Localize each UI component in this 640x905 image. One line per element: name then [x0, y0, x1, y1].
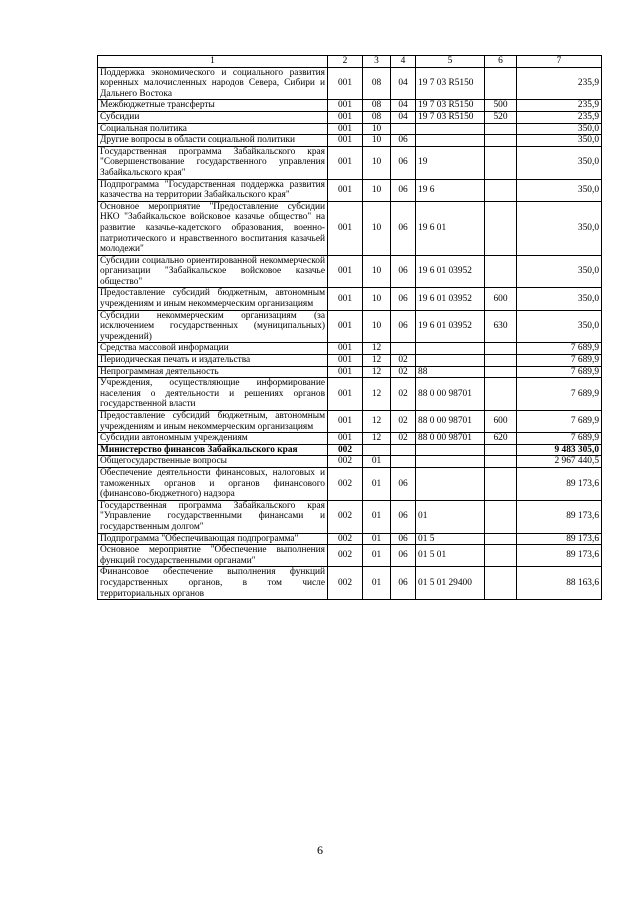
cell-amount: 89 173,6	[517, 533, 602, 545]
cell-target-article: 01 5	[416, 533, 485, 545]
cell-section: 01	[363, 533, 391, 545]
cell-section: 12	[363, 378, 391, 411]
cell-amount: 7 689,9	[517, 366, 602, 378]
cell-name: Подпрограмма "Государственная поддержка развития казачества на территории Забайкальского края"	[98, 179, 328, 201]
cell-section: 01	[363, 456, 391, 468]
table-row	[98, 255, 602, 288]
cell-target-article	[416, 444, 485, 456]
cell-section: 08	[363, 67, 391, 100]
cell-amount: 350,0	[517, 310, 602, 343]
table-row	[98, 378, 602, 411]
cell-subsection	[391, 343, 416, 355]
cell-admin-code: 001	[328, 146, 363, 179]
cell-section: 08	[363, 100, 391, 112]
cell-subsection: 04	[391, 100, 416, 112]
cell-subsection: 04	[391, 111, 416, 123]
cell-expense-type	[485, 123, 517, 135]
table-row	[98, 135, 602, 147]
cell-name: Субсидии социально ориентированной некоммерческой организации "Забайкальское войсковое казачье общество"	[98, 255, 328, 288]
cell-amount: 7 689,9	[517, 433, 602, 445]
table-row	[98, 500, 602, 533]
cell-target-article	[416, 456, 485, 468]
cell-section: 10	[363, 255, 391, 288]
cell-amount: 350,0	[517, 288, 602, 310]
cell-section: 01	[363, 545, 391, 567]
cell-section	[363, 444, 391, 456]
table-row	[98, 100, 602, 112]
table-row	[98, 456, 602, 468]
cell-admin-code: 001	[328, 366, 363, 378]
cell-target-article: 19 6 01 03952	[416, 255, 485, 288]
cell-amount: 235,9	[517, 111, 602, 123]
cell-subsection: 06	[391, 533, 416, 545]
cell-amount: 88 163,6	[517, 567, 602, 600]
cell-subsection	[391, 444, 416, 456]
header-cell-7: 7	[517, 56, 602, 68]
cell-section: 10	[363, 146, 391, 179]
cell-admin-code: 001	[328, 378, 363, 411]
cell-subsection: 04	[391, 67, 416, 100]
cell-amount: 350,0	[517, 179, 602, 201]
cell-name: Учреждения, осуществляющие информирование населения о деятельности и решениях органов государственной власти	[98, 378, 328, 411]
table-row	[98, 533, 602, 545]
cell-expense-type	[485, 255, 517, 288]
cell-name: Поддержка экономического и социального развития коренных малочисленных народов Севера, Сибири и Дальнего Востока	[98, 67, 328, 100]
cell-name: Обеспечение деятельности финансовых, налоговых и таможенных органов и органов финансового (финансово-бюджетного) надзора	[98, 467, 328, 500]
cell-section: 10	[363, 135, 391, 147]
cell-target-article: 01 5 01 29400	[416, 567, 485, 600]
table-body	[98, 67, 602, 600]
table-row	[98, 411, 602, 433]
cell-expense-type	[485, 135, 517, 147]
cell-subsection: 02	[391, 433, 416, 445]
cell-admin-code: 002	[328, 533, 363, 545]
header-cell-1: 1	[98, 56, 328, 68]
cell-target-article: 88	[416, 366, 485, 378]
cell-name: Другие вопросы в области социальной политики	[98, 135, 328, 147]
cell-expense-type	[485, 500, 517, 533]
cell-subsection: 06	[391, 567, 416, 600]
cell-admin-code: 002	[328, 456, 363, 468]
table-row	[98, 366, 602, 378]
cell-expense-type: 600	[485, 411, 517, 433]
cell-section: 12	[363, 343, 391, 355]
cell-admin-code: 001	[328, 135, 363, 147]
table-row	[98, 310, 602, 343]
header-cell-4: 4	[391, 56, 416, 68]
cell-amount: 7 689,9	[517, 378, 602, 411]
table-row	[98, 201, 602, 255]
cell-expense-type	[485, 343, 517, 355]
cell-subsection	[391, 456, 416, 468]
cell-amount: 7 689,9	[517, 411, 602, 433]
cell-expense-type: 520	[485, 111, 517, 123]
cell-expense-type	[485, 201, 517, 255]
cell-name: Средства массовой информации	[98, 343, 328, 355]
cell-name: Основное мероприятие "Предоставление субсидии НКО "Забайкальское войсковое казачье общество" на развитие казачье-кадетского образования, военно-патриотического и нравственного воспитания казачьей молодежи"	[98, 201, 328, 255]
cell-subsection: 06	[391, 288, 416, 310]
cell-amount: 235,9	[517, 67, 602, 100]
cell-name: Общегосударственные вопросы	[98, 456, 328, 468]
budget-table	[97, 55, 602, 600]
cell-admin-code: 002	[328, 567, 363, 600]
cell-expense-type: 600	[485, 288, 517, 310]
cell-expense-type: 620	[485, 433, 517, 445]
cell-admin-code: 001	[328, 100, 363, 112]
cell-section: 12	[363, 355, 391, 367]
cell-section: 10	[363, 288, 391, 310]
cell-admin-code: 001	[328, 179, 363, 201]
header-cell-2: 2	[328, 56, 363, 68]
cell-subsection	[391, 123, 416, 135]
cell-name: Социальная политика	[98, 123, 328, 135]
cell-target-article: 19 6 01 03952	[416, 310, 485, 343]
cell-subsection: 06	[391, 135, 416, 147]
cell-admin-code: 001	[328, 310, 363, 343]
cell-expense-type	[485, 533, 517, 545]
cell-target-article: 88 0 00 98701	[416, 433, 485, 445]
cell-name: Подпрограмма "Обеспечивающая подпрограмма"	[98, 533, 328, 545]
cell-name: Непрограммная деятельность	[98, 366, 328, 378]
cell-section: 12	[363, 366, 391, 378]
cell-subsection: 06	[391, 545, 416, 567]
cell-amount: 89 173,6	[517, 467, 602, 500]
cell-section: 10	[363, 179, 391, 201]
cell-admin-code: 001	[328, 288, 363, 310]
page-number: 6	[317, 843, 323, 857]
table-row	[98, 343, 602, 355]
cell-section: 12	[363, 411, 391, 433]
table-row	[98, 545, 602, 567]
cell-subsection: 06	[391, 179, 416, 201]
cell-target-article: 19 6 01	[416, 201, 485, 255]
table-row	[98, 67, 602, 100]
cell-name: Государственная программа Забайкальского края "Совершенствование государственного управления Забайкальского края"	[98, 146, 328, 179]
cell-amount: 350,0	[517, 146, 602, 179]
cell-expense-type	[485, 444, 517, 456]
cell-admin-code: 002	[328, 545, 363, 567]
cell-admin-code: 001	[328, 111, 363, 123]
cell-name: Предоставление субсидий бюджетным, автономным учреждениям и иным некоммерческим организациям	[98, 411, 328, 433]
cell-admin-code: 001	[328, 123, 363, 135]
cell-section: 08	[363, 111, 391, 123]
cell-section: 12	[363, 433, 391, 445]
cell-name: Основное мероприятие "Обеспечение выполнения функций государственными органами"	[98, 545, 328, 567]
cell-subsection: 06	[391, 201, 416, 255]
cell-name: Финансовое обеспечение выполнения функций государственных органов, в том числе территориальных органов	[98, 567, 328, 600]
cell-target-article	[416, 467, 485, 500]
cell-target-article	[416, 343, 485, 355]
header-cell-3: 3	[363, 56, 391, 68]
table-row	[98, 467, 602, 500]
cell-admin-code: 002	[328, 444, 363, 456]
cell-name: Государственная программа Забайкальского края "Управление государственными финансами и государственным долгом"	[98, 500, 328, 533]
cell-admin-code: 001	[328, 411, 363, 433]
cell-subsection: 02	[391, 355, 416, 367]
cell-target-article: 88 0 00 98701	[416, 378, 485, 411]
cell-target-article: 01 5 01	[416, 545, 485, 567]
cell-admin-code: 001	[328, 201, 363, 255]
cell-expense-type	[485, 179, 517, 201]
cell-expense-type	[485, 545, 517, 567]
cell-target-article: 01	[416, 500, 485, 533]
table-row	[98, 179, 602, 201]
cell-expense-type	[485, 467, 517, 500]
cell-expense-type	[485, 67, 517, 100]
cell-name: Предоставление субсидий бюджетным, автономным учреждениям и иным некоммерческим организациям	[98, 288, 328, 310]
cell-admin-code: 001	[328, 433, 363, 445]
cell-expense-type	[485, 366, 517, 378]
cell-expense-type	[485, 567, 517, 600]
cell-expense-type	[485, 456, 517, 468]
cell-name: Межбюджетные трансферты	[98, 100, 328, 112]
table-row	[98, 288, 602, 310]
cell-admin-code: 001	[328, 343, 363, 355]
cell-admin-code: 002	[328, 500, 363, 533]
table-row	[98, 355, 602, 367]
cell-amount: 350,0	[517, 255, 602, 288]
cell-expense-type: 500	[485, 100, 517, 112]
cell-subsection: 02	[391, 378, 416, 411]
cell-subsection: 06	[391, 467, 416, 500]
cell-subsection: 06	[391, 310, 416, 343]
cell-subsection: 06	[391, 255, 416, 288]
cell-target-article: 19 6	[416, 179, 485, 201]
cell-section: 01	[363, 567, 391, 600]
cell-amount: 7 689,9	[517, 355, 602, 367]
cell-section: 01	[363, 467, 391, 500]
cell-section: 01	[363, 500, 391, 533]
cell-target-article: 88 0 00 98701	[416, 411, 485, 433]
cell-subsection: 02	[391, 411, 416, 433]
cell-target-article: 19 7 03 R5150	[416, 67, 485, 100]
cell-expense-type: 630	[485, 310, 517, 343]
cell-amount: 350,0	[517, 135, 602, 147]
cell-amount: 7 689,9	[517, 343, 602, 355]
cell-section: 10	[363, 123, 391, 135]
cell-target-article	[416, 355, 485, 367]
cell-name: Субсидии	[98, 111, 328, 123]
header-cell-5: 5	[416, 56, 485, 68]
table-row	[98, 567, 602, 600]
cell-target-article: 19	[416, 146, 485, 179]
cell-amount: 350,0	[517, 123, 602, 135]
cell-subsection: 06	[391, 500, 416, 533]
cell-expense-type	[485, 378, 517, 411]
cell-target-article	[416, 135, 485, 147]
cell-admin-code: 001	[328, 355, 363, 367]
cell-target-article: 19 7 03 R5150	[416, 111, 485, 123]
cell-target-article: 19 7 03 R5150	[416, 100, 485, 112]
cell-amount: 89 173,6	[517, 545, 602, 567]
cell-amount: 89 173,6	[517, 500, 602, 533]
table-row	[98, 111, 602, 123]
cell-admin-code: 002	[328, 467, 363, 500]
table-row	[98, 433, 602, 445]
table-row	[98, 444, 602, 456]
cell-name: Субсидии автономным учреждениям	[98, 433, 328, 445]
cell-subsection: 02	[391, 366, 416, 378]
table-header-row	[98, 56, 602, 68]
cell-section: 10	[363, 310, 391, 343]
cell-amount: 2 967 440,5	[517, 456, 602, 468]
cell-amount: 350,0	[517, 201, 602, 255]
cell-amount: 9 483 305,0	[517, 444, 602, 456]
table-row	[98, 123, 602, 135]
cell-admin-code: 001	[328, 255, 363, 288]
cell-target-article	[416, 123, 485, 135]
cell-section: 10	[363, 201, 391, 255]
table-row	[98, 146, 602, 179]
cell-admin-code: 001	[328, 67, 363, 100]
cell-name: Министерство финансов Забайкальского края	[98, 444, 328, 456]
cell-subsection: 06	[391, 146, 416, 179]
cell-name: Периодическая печать и издательства	[98, 355, 328, 367]
cell-amount: 235,9	[517, 100, 602, 112]
cell-target-article: 19 6 01 03952	[416, 288, 485, 310]
cell-expense-type	[485, 355, 517, 367]
cell-expense-type	[485, 146, 517, 179]
header-cell-6: 6	[485, 56, 517, 68]
cell-name: Субсидии некоммерческим организациям (за исключением государственных (муниципальных) учреждений)	[98, 310, 328, 343]
